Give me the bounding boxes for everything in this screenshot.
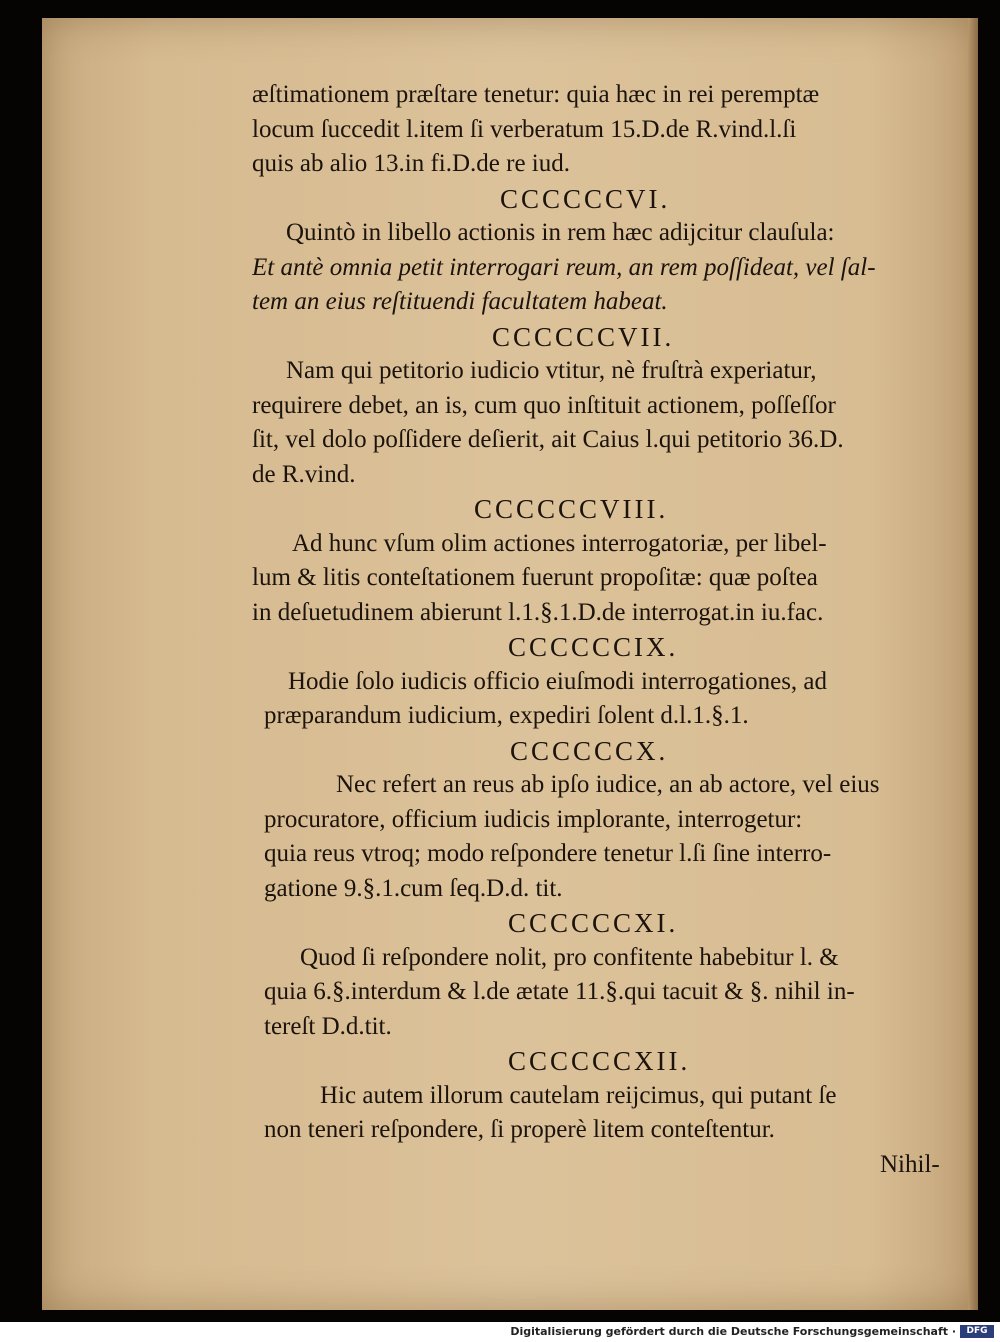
section-number: CCCCCCVII. (492, 321, 675, 352)
text-line: ſit, vel dolo poſſidere deſierit, ait Caius l.qui petitorio 36.D. (252, 426, 844, 453)
text-line: Quintò in libello actionis in rem hæc adijcitur clauſula: (286, 219, 835, 246)
catchword: Nihil- (880, 1150, 940, 1178)
page-edge (968, 18, 978, 1310)
section-number: CCCCCCVI. (500, 183, 671, 214)
text-line: Hic autem illorum cautelam reijcimus, qui putant ſe (320, 1081, 837, 1109)
text-line: Ad hunc vſum olim actiones interrogatoriæ, per libel- (292, 529, 827, 557)
section-number: CCCCCCIX. (508, 632, 679, 662)
section-number: CCCCCCXII. (508, 1046, 691, 1076)
dfg-logo: DFG (960, 1325, 994, 1338)
text-line: præparandum iudicium, expediri ſolent d.l.1.§.1. (264, 702, 749, 729)
text-line: in deſuetudinem abierunt l.1.§.1.D.de interrogat.in iu.fac. (252, 598, 824, 626)
section-number: CCCCCCVIII. (474, 494, 669, 524)
text-line: tereſt D.d.tit. (264, 1012, 392, 1040)
text-line: quia 6.§.interdum & l.de ætate 11.§.qui tacuit & §. nihil in- (264, 978, 855, 1005)
text-line: de R.vind. (252, 460, 356, 488)
section-number: CCCCCCX. (510, 735, 669, 766)
text-line: requirere debet, an is, cum quo inſtituit actionem, poſſeſſor (252, 391, 836, 419)
italic-clause-line: Et antè omnia petit interrogari reum, an rem poſſideat, vel ſal- (252, 253, 876, 281)
italic-clause-line: tem an eius reſtituendi facultatem habeat. (252, 288, 668, 315)
text-line: Quod ſi reſpondere nolit, pro confitente habebitur l. & (300, 943, 839, 971)
text-line: procuratore, officium iudicis implorante, interrogetur: (264, 805, 803, 833)
section-number: CCCCCCXI. (508, 908, 679, 938)
page-text (252, 78, 964, 1182)
funding-note: Digitalisierung gefördert durch die Deutsche Forschungsgemeinschaft · (510, 1325, 956, 1338)
text-line: Nec refert an reus ab ipſo iudice, an ab actore, vel eius (336, 771, 880, 798)
text-line: lum & litis conteſtationem fuerunt propoſitæ: quæ poſtea (252, 564, 818, 591)
text-line: locum ſuccedit l.item ſi verberatum 15.D.de R.vind.l.ſi (252, 115, 797, 143)
text-line: non teneri reſpondere, ſi properè litem conteſtentur. (264, 1116, 775, 1143)
text-line: gatione 9.§.1.cum ſeq.D.d. tit. (264, 874, 563, 902)
text-line: æſtimationem præſtare tenetur: quia hæc in rei peremptæ (252, 81, 820, 108)
digitization-footer (0, 1322, 1000, 1342)
text-line: Hodie ſolo iudicis officio eiuſmodi interrogationes, ad (288, 667, 828, 695)
text-line: quis ab alio 13.in fi.D.de re iud. (252, 150, 570, 177)
text-line: Nam qui petitorio iudicio vtitur, nè fruſtrà experiatur, (286, 357, 817, 384)
text-line: quia reus vtroq; modo reſpondere tenetur l.ſi ſine interro- (264, 840, 832, 867)
